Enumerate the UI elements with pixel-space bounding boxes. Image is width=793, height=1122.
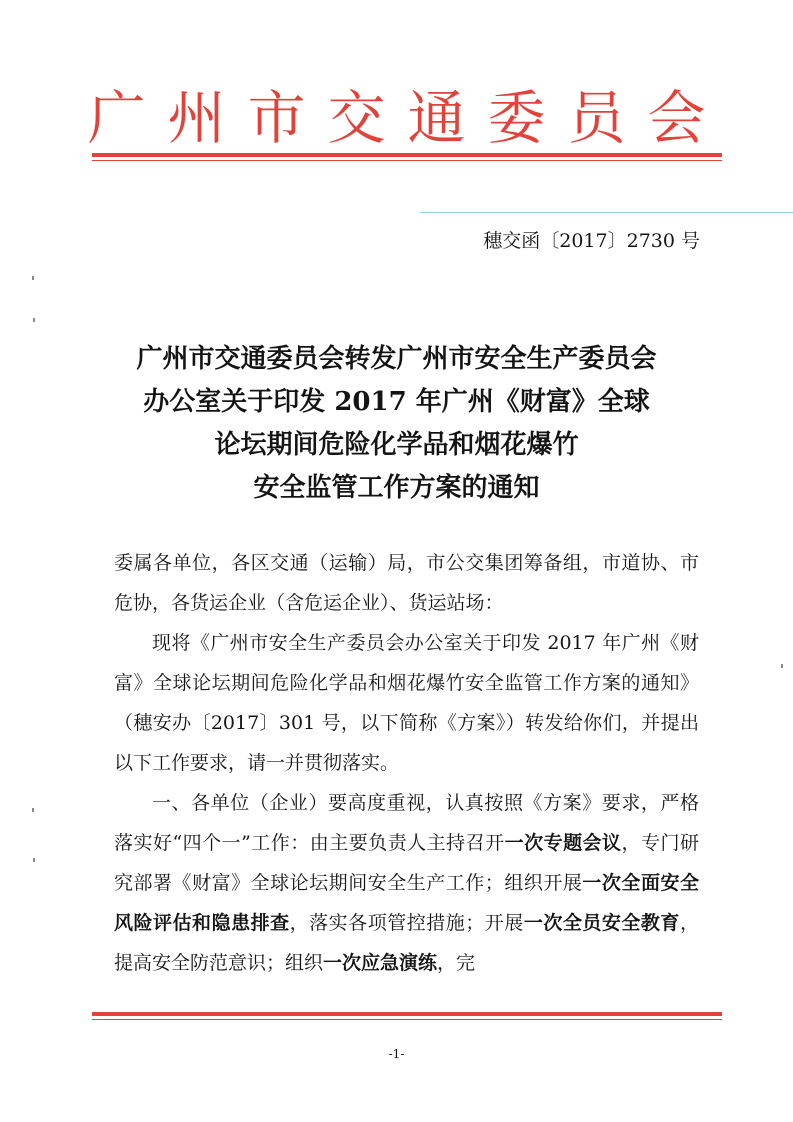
header-rule-thick — [92, 153, 722, 157]
scan-speck — [33, 858, 35, 862]
emphasis-text: 一次应急演练 — [323, 952, 438, 974]
paragraph-text: ，落实各项管控措施；开展 — [289, 912, 524, 934]
footer-rule-thin — [92, 1019, 722, 1020]
body-paragraph-requirements — [114, 783, 699, 983]
scan-artifact-line — [420, 212, 793, 213]
scan-speck — [781, 664, 783, 668]
emphasis-text: 一次全面安全风险评估和隐患排查 — [114, 872, 699, 934]
page-number: -1- — [388, 1047, 405, 1061]
title-line: 论坛期间危险化学品和烟花爆竹 — [214, 430, 579, 460]
footer-rule-thick — [92, 1012, 722, 1016]
paragraph-text: ，专门研究部署《财富》全球论坛期间安全生产工作；组织开展 — [114, 832, 699, 894]
scan-speck — [32, 808, 34, 812]
header-rule-thin — [92, 160, 722, 161]
document-title — [60, 338, 733, 510]
document-number: 穗交函〔2017〕2730 号 — [483, 230, 700, 252]
paragraph-text: ，完 — [437, 952, 476, 974]
emphasis-text: 一次专题会议 — [504, 832, 622, 854]
title-line: 办公室关于印发 2017 年广州《财富》全球 — [143, 387, 650, 417]
body-paragraph: 现将《广州市安全生产委员会办公室关于印发 2017 年广州《财富》全球论坛期间危险化学品和烟花爆竹安全监管工作方案的通知》（穗安办〔2017〕301 号，以下简称《方案》）转发给你们，并提出以下工作要求，请一并贯彻落实。 — [114, 632, 699, 774]
emphasis-text: 一次全员安全教育 — [523, 912, 680, 934]
scan-speck — [32, 276, 34, 280]
agency-header-title: 广州市交通委员会 — [87, 84, 728, 152]
scan-speck — [33, 318, 35, 322]
paragraph-text: 一、各单位（企业）要高度重视，认真按照《方案》要求，严格落实好“四个一”工作：由主要负责人主持召开 — [114, 792, 699, 854]
paragraph-text: ，提高安全防范意识；组织 — [114, 912, 699, 974]
title-line: 广州市交通委员会转发广州市安全生产委员会 — [136, 344, 657, 374]
document-body — [114, 543, 699, 983]
addressee-paragraph: 委属各单位，各区交通（运输）局，市公交集团筹备组，市道协、市危协，各货运企业（含危运企业）、货运站场： — [114, 552, 699, 614]
title-line: 安全监管工作方案的通知 — [253, 473, 540, 503]
